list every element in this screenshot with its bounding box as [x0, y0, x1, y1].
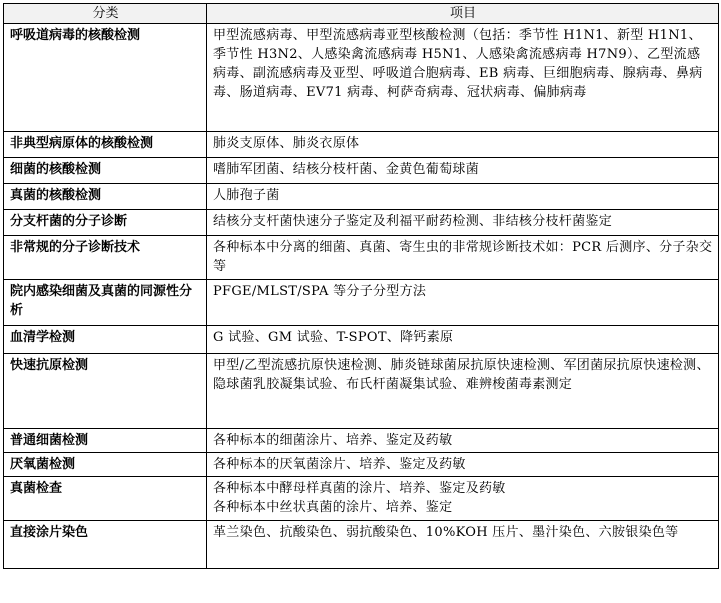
category-cell: 院内感染细菌及真菌的同源性分析 [4, 280, 207, 326]
table-row [4, 477, 719, 521]
category-cell: 真菌的核酸检测 [4, 184, 207, 210]
items-cell: 结核分支杆菌快速分子鉴定及利福平耐药检测、非结核分枝杆菌鉴定 [207, 210, 719, 236]
header-row [4, 4, 719, 24]
category-cell: 真菌检查 [4, 477, 207, 521]
items-cell [207, 477, 719, 521]
items-cell: 各种标本的厌氧菌涂片、培养、鉴定及药敏 [207, 453, 719, 477]
test-items-table [3, 3, 719, 569]
items-line: 各种标本中丝状真菌的涂片、培养、鉴定 [213, 500, 453, 515]
items-cell: PFGE/MLST/SPA 等分子分型方法 [207, 280, 719, 326]
category-cell: 厌氧菌检测 [4, 453, 207, 477]
category-cell: 细菌的核酸检测 [4, 158, 207, 184]
items-cell: 甲型流感病毒、甲型流感病毒亚型核酸检测（包括：季节性 H1N1、新型 H1N1、季节性 H3N2、人感染禽流感病毒 H5N1、人感染禽流感病毒 H7N9）、乙型流感病毒、副流感病毒及亚型、呼吸道合胞病毒、EB 病毒、巨细胞病毒、腺病毒、鼻病毒、肠道病毒、EV71 病毒、柯萨奇病毒、冠状病毒、偏肺病毒 [207, 24, 719, 132]
items-cell: 人肺孢子菌 [207, 184, 719, 210]
items-cell: G 试验、GM 试验、T-SPOT、降钙素原 [207, 326, 719, 354]
items-line: 各种标本中酵母样真菌的涂片、培养、鉴定及药敏 [213, 481, 506, 496]
table-row [4, 210, 719, 236]
category-cell: 非常规的分子诊断技术 [4, 236, 207, 280]
items-cell: 甲型/乙型流感抗原快速检测、肺炎链球菌尿抗原快速检测、军团菌尿抗原快速检测、隐球菌乳胶凝集试验、布氏杆菌凝集试验、难辨梭菌毒素测定 [207, 354, 719, 429]
table-row [4, 184, 719, 210]
category-cell: 直接涂片染色 [4, 521, 207, 569]
items-cell: 肺炎支原体、肺炎衣原体 [207, 132, 719, 158]
category-cell: 非典型病原体的核酸检测 [4, 132, 207, 158]
category-cell: 快速抗原检测 [4, 354, 207, 429]
category-cell: 呼吸道病毒的核酸检测 [4, 24, 207, 132]
table-row [4, 280, 719, 326]
items-cell: 革兰染色、抗酸染色、弱抗酸染色、10%KOH 压片、墨汁染色、六胺银染色等 [207, 521, 719, 569]
category-cell: 血清学检测 [4, 326, 207, 354]
category-cell: 普通细菌检测 [4, 429, 207, 453]
header-category: 分类 [4, 4, 207, 24]
table-row [4, 158, 719, 184]
table-row [4, 132, 719, 158]
table-row [4, 326, 719, 354]
header-items: 项目 [207, 4, 719, 24]
table-row [4, 453, 719, 477]
items-cell: 各种标本中分离的细菌、真菌、寄生虫的非常规诊断技术如：PCR 后测序、分子杂交等 [207, 236, 719, 280]
items-cell: 嗜肺军团菌、结核分枝杆菌、金黄色葡萄球菌 [207, 158, 719, 184]
table-row [4, 24, 719, 132]
table-container [3, 3, 718, 569]
category-cell: 分支杆菌的分子诊断 [4, 210, 207, 236]
table-row [4, 354, 719, 429]
table-row [4, 521, 719, 569]
table-row [4, 236, 719, 280]
table-row [4, 429, 719, 453]
items-cell: 各种标本的细菌涂片、培养、鉴定及药敏 [207, 429, 719, 453]
